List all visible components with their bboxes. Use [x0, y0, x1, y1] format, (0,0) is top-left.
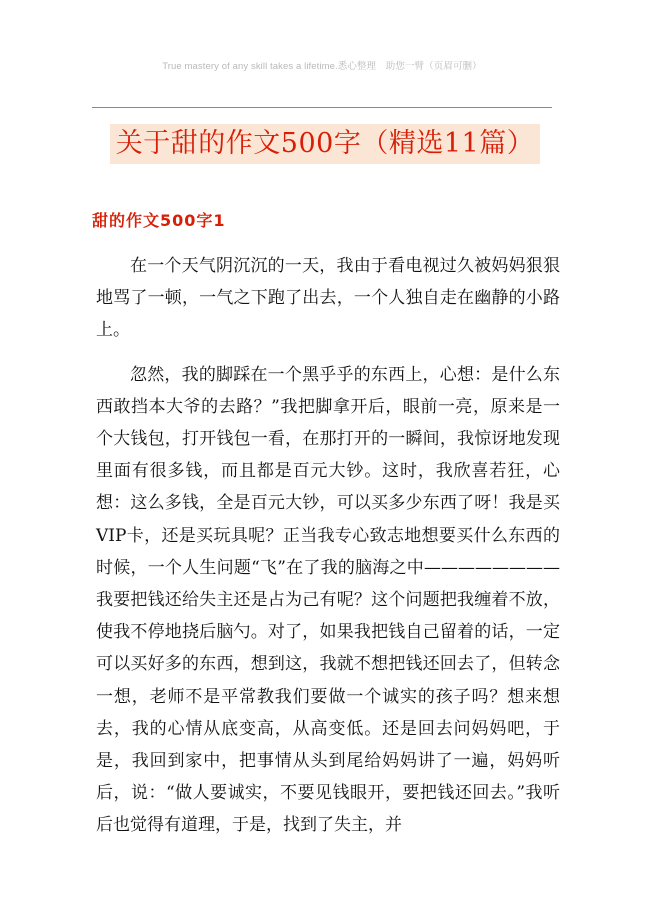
header-rule	[92, 107, 552, 108]
document-title-container	[0, 124, 650, 164]
document-title: 关于甜的作文500字（精选11篇）	[110, 124, 540, 164]
paragraph: 在一个天气阴沉沉的一天，我由于看电视过久被妈妈狠狠地骂了一顿，一气之下跑了出去，一个人独自走在幽静的小路上。	[96, 256, 560, 341]
page-header-watermark: True mastery of any skill takes a lifetime.悉心整理 助您一臂（页眉可删）	[162, 61, 482, 72]
paragraph: 忽然，我的脚踩在一个黑乎乎的东西上，心想：是什么东西敢挡本大爷的去路？”我把脚拿开后，眼前一亮，原来是一个大钱包，打开钱包一看，在那打开的一瞬间，我惊讶地发现里面有很多钱，而且都是百元大钞。这时，我欣喜若狂，心想：这么多钱，全是百元大钞，可以买多少东西了呀！我是买VIP卡，还是买玩具呢？正当我专心致志地想要买什么东西的时候，一个人生问题“飞”在了我的脑海之中————————我要把钱还给失主还是占为己有呢？这个问题把我缠着不放，使我不停地挠后脑勺。对了，如果我把钱自己留着的话，一定可以买好多的东西，想到这，我就不想把钱还回去了，但转念一想，老师不是平常教我们要做一个诚实的孩子吗？想来想去，我的心情从底变高，从高变低。还是回去问妈妈吧，于是，我回到家中，把事情从头到尾给妈妈讲了一遍，妈妈听后，说：“做人要诚实，不要见钱眼开，要把钱还回去。”我听后也觉得有道理，于是，找到了失主，并	[96, 364, 560, 836]
document-body	[96, 250, 560, 854]
section-heading: 甜的作文500字1	[92, 211, 226, 230]
